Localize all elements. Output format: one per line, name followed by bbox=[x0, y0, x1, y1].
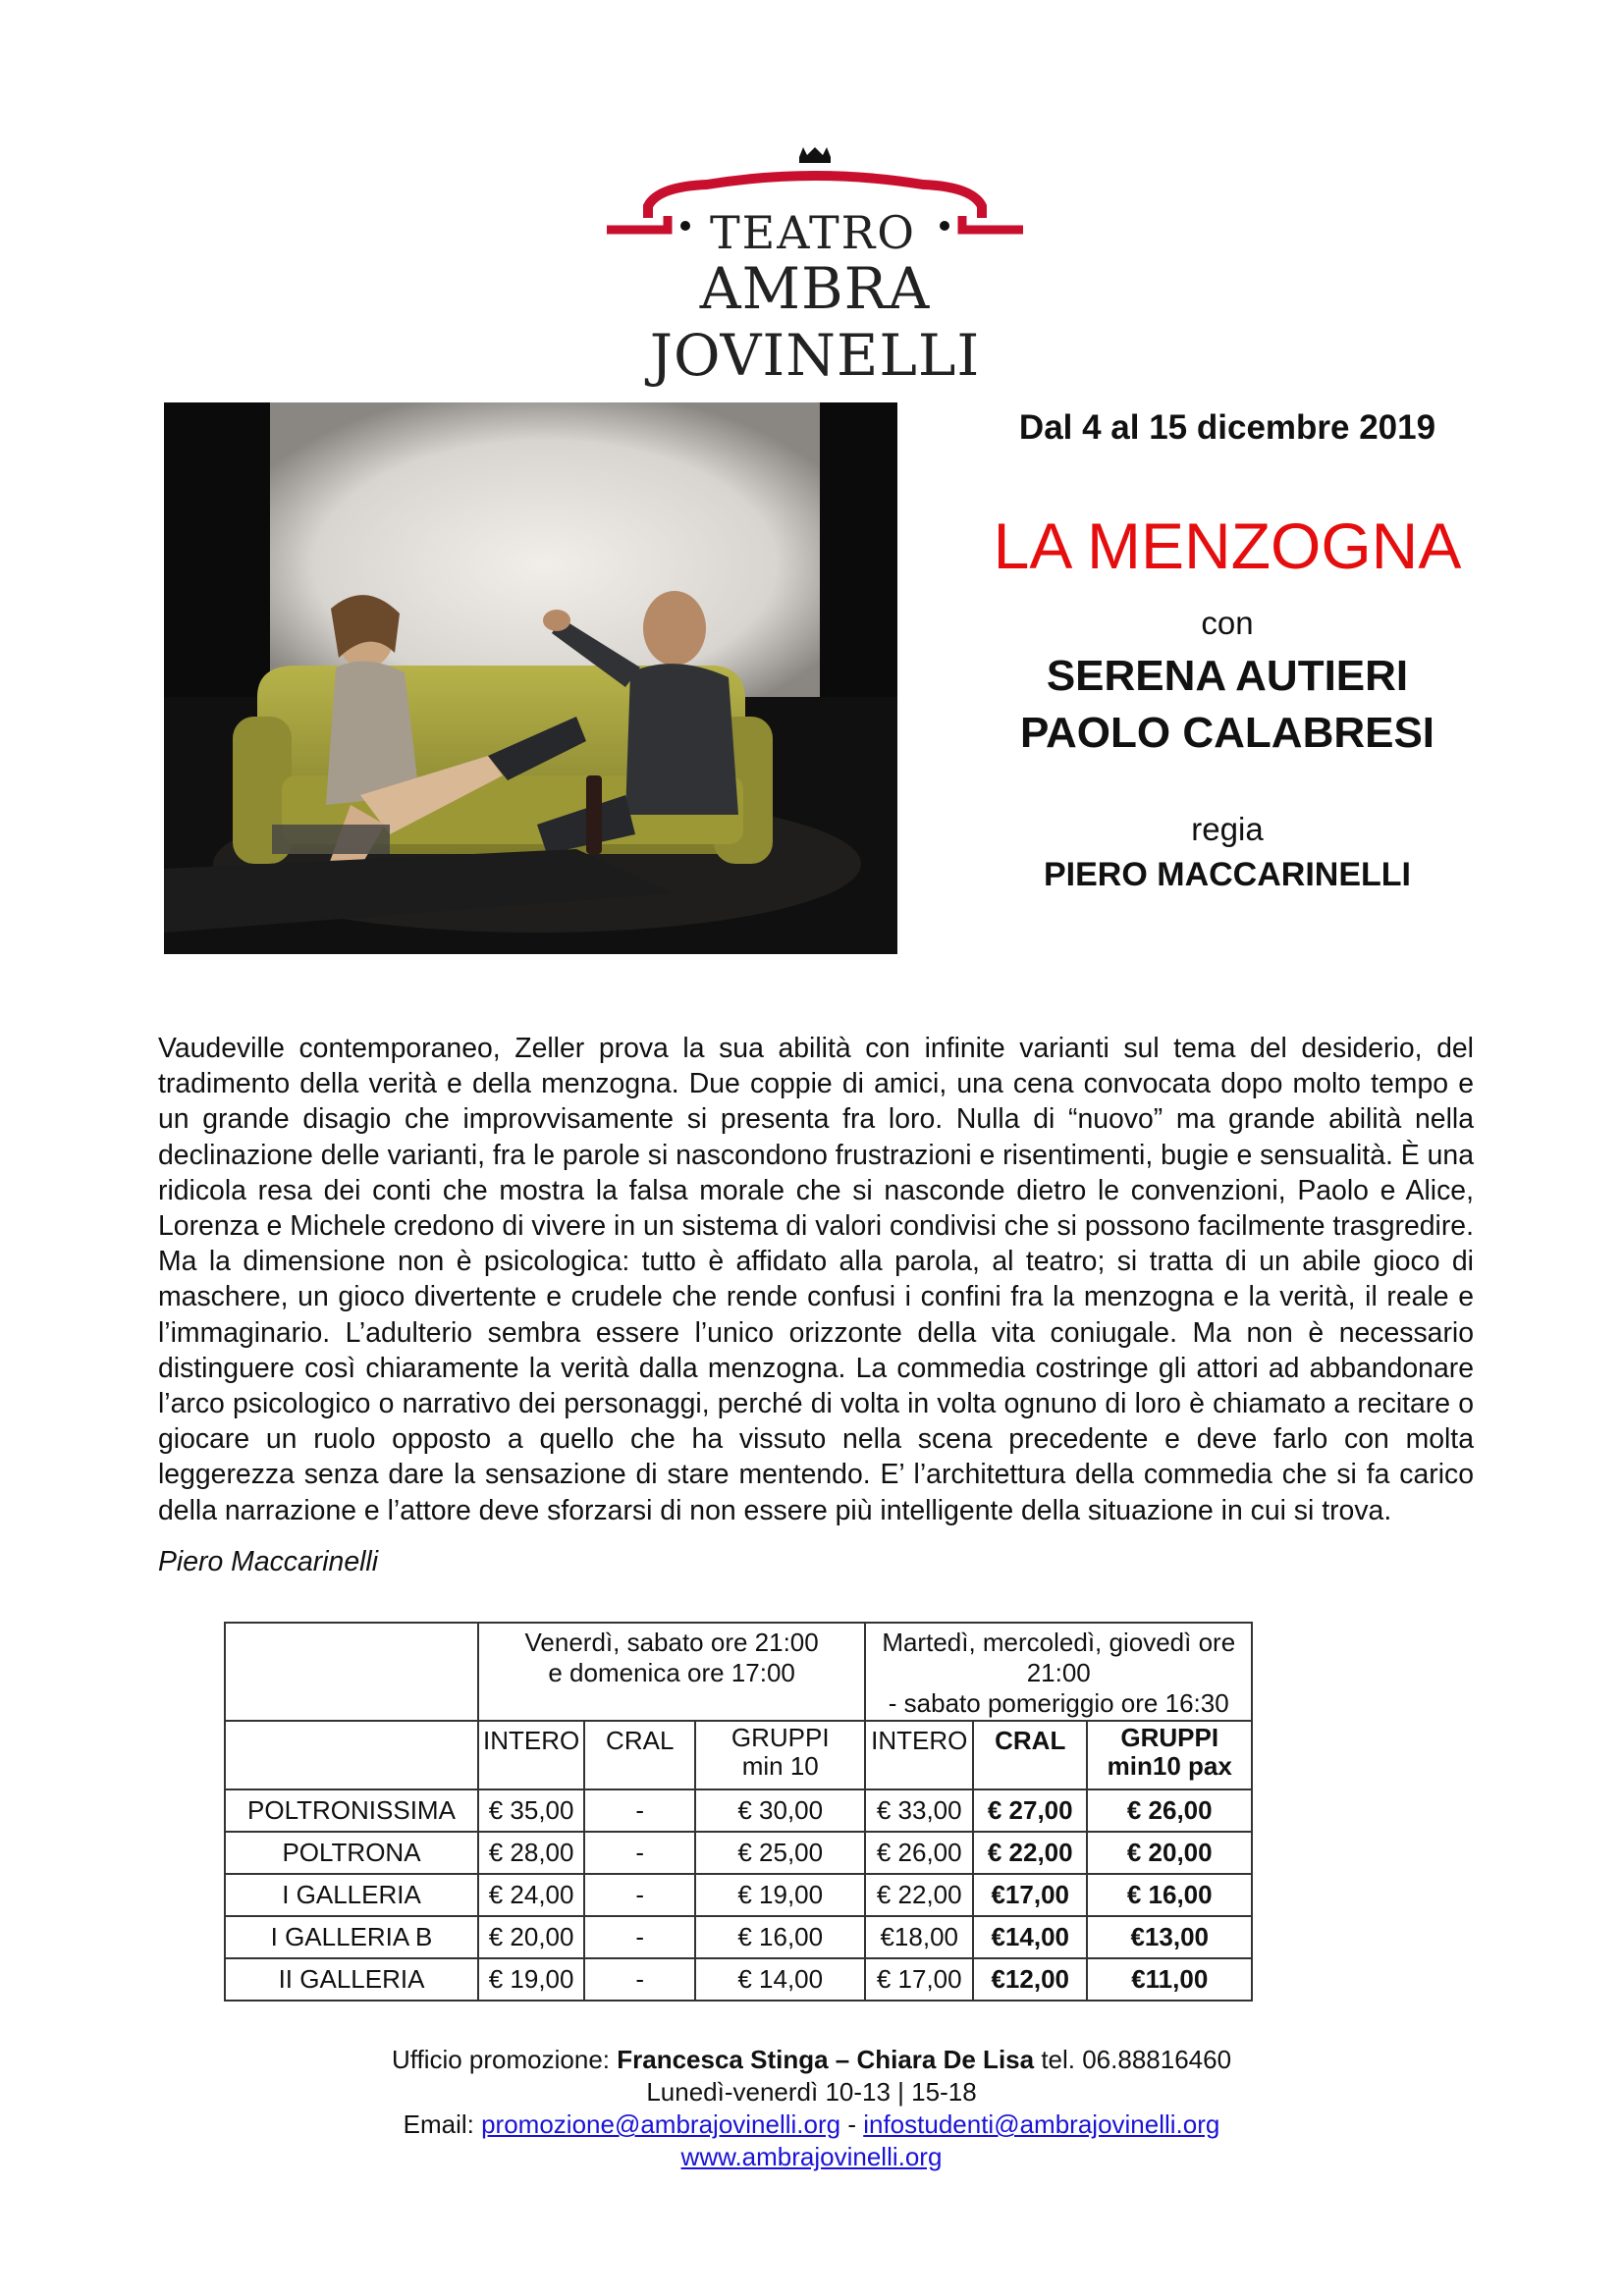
regia-label: regia bbox=[1191, 811, 1264, 847]
email-line bbox=[0, 2109, 1623, 2141]
price-table-column-header-row bbox=[225, 1721, 1252, 1789]
schedule-group-2 bbox=[865, 1623, 1252, 1721]
website-line bbox=[0, 2141, 1623, 2173]
column-header-gruppi bbox=[695, 1721, 865, 1789]
price-cell: € 14,00 bbox=[695, 1958, 865, 2001]
email-infostudenti-link[interactable]: infostudenti@ambrajovinelli.org bbox=[863, 2109, 1220, 2139]
price-row bbox=[225, 1789, 1252, 1832]
show-info bbox=[913, 402, 1542, 894]
empty-header-cell bbox=[225, 1721, 478, 1789]
column-header-intero: INTERO bbox=[865, 1721, 973, 1789]
price-cell: €12,00 bbox=[973, 1958, 1087, 2001]
price-cell: € 19,00 bbox=[478, 1958, 584, 2001]
cast-member: PAOLO CALABRESI bbox=[1019, 709, 1435, 757]
schedule-group-1-line: e domenica ore 17:00 bbox=[548, 1658, 795, 1687]
contact-footer bbox=[0, 2044, 1623, 2173]
con-label: con bbox=[1201, 605, 1254, 641]
schedule-group-2-line: - sabato pomeriggio ore 16:30 bbox=[888, 1688, 1229, 1718]
cast-list bbox=[913, 648, 1542, 762]
price-cell: € 28,00 bbox=[478, 1832, 584, 1874]
price-cell: €18,00 bbox=[865, 1916, 973, 1958]
show-title: LA MENZOGNA bbox=[993, 509, 1462, 582]
price-cell: € 33,00 bbox=[865, 1789, 973, 1832]
price-cell: € 26,00 bbox=[865, 1832, 973, 1874]
sector-name: I GALLERIA B bbox=[225, 1916, 478, 1958]
office-contacts: Francesca Stinga – Chiara De Lisa bbox=[617, 2045, 1035, 2074]
price-cell: € 24,00 bbox=[478, 1874, 584, 1916]
price-cell: € 30,00 bbox=[695, 1789, 865, 1832]
price-cell: - bbox=[584, 1789, 695, 1832]
price-cell: €17,00 bbox=[973, 1874, 1087, 1916]
price-cell: €14,00 bbox=[973, 1916, 1087, 1958]
price-cell: € 19,00 bbox=[695, 1874, 865, 1916]
price-row bbox=[225, 1874, 1252, 1916]
price-cell: € 16,00 bbox=[695, 1916, 865, 1958]
email-promozione-link[interactable]: promozione@ambrajovinelli.org bbox=[481, 2109, 841, 2139]
price-cell: € 22,00 bbox=[973, 1832, 1087, 1874]
column-header-line: GRUPPI bbox=[1120, 1723, 1219, 1752]
show-description: Vaudeville contemporaneo, Zeller prova la sua abilità con infinite varianti sul tema del desiderio, del tradimento della verità e della menzogna. Due coppie di amici, una cena convocata dopo molto tempo e un grande disagio che improvvisamente si presenta fra loro. Nulla di “nuovo” ma grande abilità nella declinazione delle varianti, fra le parole si nascondono frustrazioni e risentimenti, bugie e sensualità. È una ridicola resa dei conti che mostra la falsa morale che si nasconde dietro le convenzioni, Paolo e Alice, Lorenza e Michele credono di vivere in un sistema di valori condivisi che si possono facilmente trasgredire. Ma la dimensione non è psicologica: tutto è affidato alla parola, al teatro; si tratta di un abile gioco di maschere, un gioco divertente e crudele che rende confusi i confini fra la menzogna e la verità, il reale e l’immaginario. L’adulterio sembra essere l’unico orizzonte della vita coniugale. Ma non è necessario distinguere così chiaramente la verità dalla menzogna. La commedia costringe gli attori ad abbandonare l’arco psicologico o narrativo dei personaggi, perché di volta in volta ognuno di loro è chiamato a recitare o giocare un ruolo opposto a quello che ha vissuto nella scena precedente e deve farlo con molta leggerezza senza dare la sensazione di stare mentendo. E’ l’architettura della commedia che si fa carico della narrazione e l’attore deve sforzarsi di non essere più intelligente della situazione in cui si trova. bbox=[158, 1033, 1474, 1526]
logo-line-teatro: TEATRO bbox=[710, 206, 916, 259]
column-header-line: min10 pax bbox=[1107, 1751, 1232, 1781]
show-dates: Dal 4 al 15 dicembre 2019 bbox=[1018, 408, 1436, 447]
website-link[interactable]: www.ambrajovinelli.org bbox=[680, 2142, 943, 2171]
price-cell: - bbox=[584, 1916, 695, 1958]
schedule-group-2-line: Martedì, mercoledì, giovedì ore 21:00 bbox=[882, 1628, 1236, 1687]
cast-member: SERENA AUTIERI bbox=[1046, 652, 1409, 700]
price-cell: € 27,00 bbox=[973, 1789, 1087, 1832]
stage-photo bbox=[164, 402, 897, 954]
price-cell: - bbox=[584, 1874, 695, 1916]
promotion-office-line bbox=[0, 2044, 1623, 2076]
price-cell: € 25,00 bbox=[695, 1832, 865, 1874]
price-cell: € 16,00 bbox=[1087, 1874, 1252, 1916]
office-phone: tel. 06.88816460 bbox=[1034, 2045, 1232, 2074]
email-separator: - bbox=[840, 2109, 864, 2139]
sector-name: POLTRONISSIMA bbox=[225, 1789, 478, 1832]
price-cell: €11,00 bbox=[1087, 1958, 1252, 2001]
price-table-group-header-row bbox=[225, 1623, 1252, 1721]
office-hours: Lunedì-venerdì 10-13 | 15-18 bbox=[646, 2077, 977, 2107]
empty-header-cell bbox=[225, 1623, 478, 1721]
price-row bbox=[225, 1916, 1252, 1958]
column-header-gruppi bbox=[1087, 1721, 1252, 1789]
logo-line-name: AMBRA JOVINELLI bbox=[649, 255, 981, 389]
price-cell: - bbox=[584, 1958, 695, 2001]
column-header-line: GRUPPI bbox=[730, 1723, 830, 1752]
price-cell: - bbox=[584, 1832, 695, 1874]
price-row bbox=[225, 1832, 1252, 1874]
price-cell: € 22,00 bbox=[865, 1874, 973, 1916]
price-cell: € 26,00 bbox=[1087, 1789, 1252, 1832]
column-header-cral: CRAL bbox=[973, 1721, 1087, 1789]
sector-name: I GALLERIA bbox=[225, 1874, 478, 1916]
column-header-intero: INTERO bbox=[478, 1721, 584, 1789]
theatre-logo bbox=[589, 147, 1041, 389]
price-cell: € 17,00 bbox=[865, 1958, 973, 2001]
column-header-line: min 10 bbox=[741, 1751, 819, 1781]
sector-name: II GALLERIA bbox=[225, 1958, 478, 2001]
sector-name: POLTRONA bbox=[225, 1832, 478, 1874]
column-header-cral: CRAL bbox=[584, 1721, 695, 1789]
office-label: Ufficio promozione: bbox=[391, 2045, 618, 2074]
director-name: PIERO MACCARINELLI bbox=[1044, 856, 1411, 893]
price-table bbox=[224, 1622, 1253, 2002]
schedule-group-1 bbox=[478, 1623, 865, 1721]
price-cell: € 20,00 bbox=[1087, 1832, 1252, 1874]
price-cell: € 20,00 bbox=[478, 1916, 584, 1958]
price-row bbox=[225, 1958, 1252, 2001]
email-label: Email: bbox=[403, 2109, 482, 2139]
price-cell: € 35,00 bbox=[478, 1789, 584, 1832]
description-author: Piero Maccarinelli bbox=[158, 1546, 379, 1577]
price-cell: €13,00 bbox=[1087, 1916, 1252, 1958]
schedule-group-1-line: Venerdì, sabato ore 21:00 bbox=[524, 1628, 819, 1657]
